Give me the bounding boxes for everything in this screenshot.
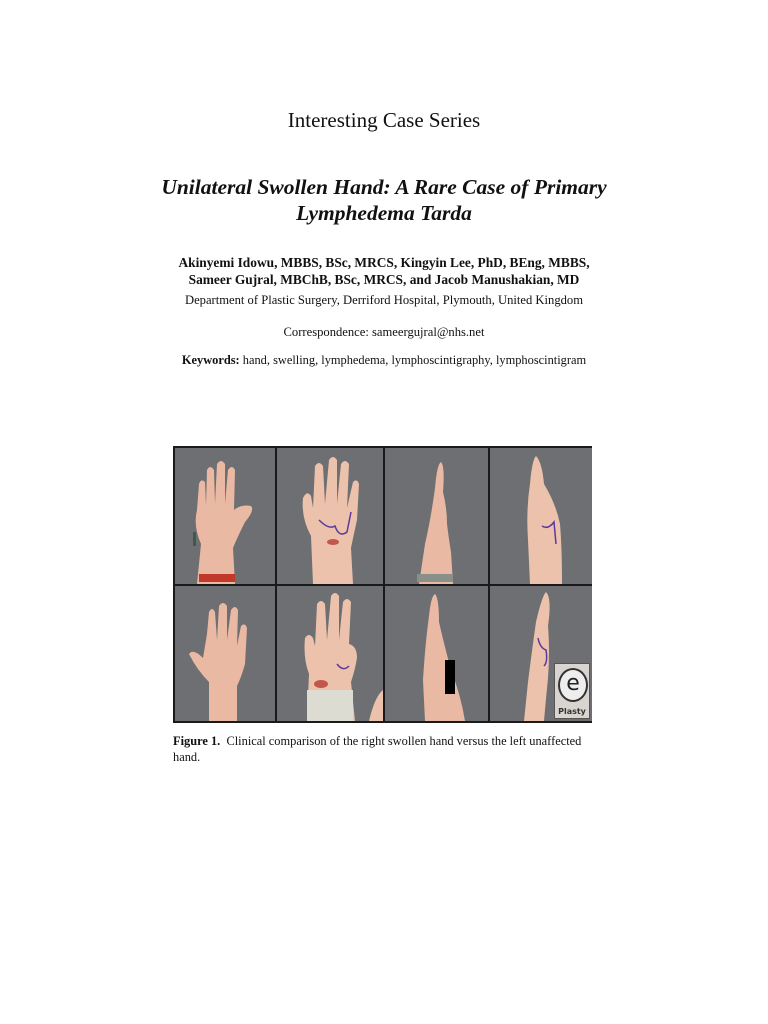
affiliation: Department of Plastic Surgery, Derriford Hospital, Plymouth, United Kingdom — [184, 293, 584, 307]
photo-ulnar-left — [385, 586, 488, 721]
keywords — [0, 353, 768, 368]
caption-text: Clinical comparison of the right swollen hand versus the left unaffected hand. — [173, 734, 582, 764]
photo-palmar-right — [277, 586, 383, 721]
hand-dorsal-illustration — [175, 448, 275, 584]
logo-letter: e — [558, 668, 588, 702]
caption-label: Figure 1. — [173, 734, 221, 748]
keywords-list: hand, swelling, lymphedema, lymphoscintigraphy, lymphoscintigram — [242, 353, 587, 367]
photo-dorsal-left — [175, 448, 275, 584]
photo-palmar-left — [175, 586, 275, 721]
hand-palmar-illustration — [175, 586, 275, 721]
title-line-1: Unilateral Swollen Hand: A Rare Case of Primary — [161, 175, 607, 199]
photo-ulnar-right — [490, 586, 592, 721]
figure-caption — [173, 733, 593, 765]
series-heading: Interesting Case Series — [287, 108, 481, 132]
hand-swollen-illustration — [277, 448, 383, 584]
hand-ulnar-illustration — [385, 586, 488, 721]
photo-lateral-right — [490, 448, 592, 584]
hand-lateral-illustration — [385, 448, 488, 584]
photo-dorsal-right — [277, 448, 383, 584]
article-title — [84, 174, 684, 226]
hand-lateral-swollen-illustration — [490, 448, 592, 584]
hand-palmar-swollen-illustration — [277, 586, 383, 721]
authors-line-2: Sameer Gujral, MBChB, BSc, MRCS, and Jacob Manushakian, MD — [188, 272, 580, 287]
clinical-photo-figure — [173, 446, 592, 723]
eplasty-logo — [554, 663, 590, 719]
photo-lateral-left — [385, 448, 488, 584]
title-line-2: Lymphedema Tarda — [296, 201, 472, 225]
logo-wordmark: Plasty — [558, 707, 586, 716]
keywords-label: Keywords: — [181, 353, 240, 367]
correspondence: Correspondence: sameergujral@nhs.net — [283, 325, 485, 339]
authors-line-1: Akinyemi Idowu, MBBS, BSc, MRCS, Kingyin Lee, PhD, BEng, MBBS, — [178, 255, 590, 270]
authors — [100, 254, 668, 288]
